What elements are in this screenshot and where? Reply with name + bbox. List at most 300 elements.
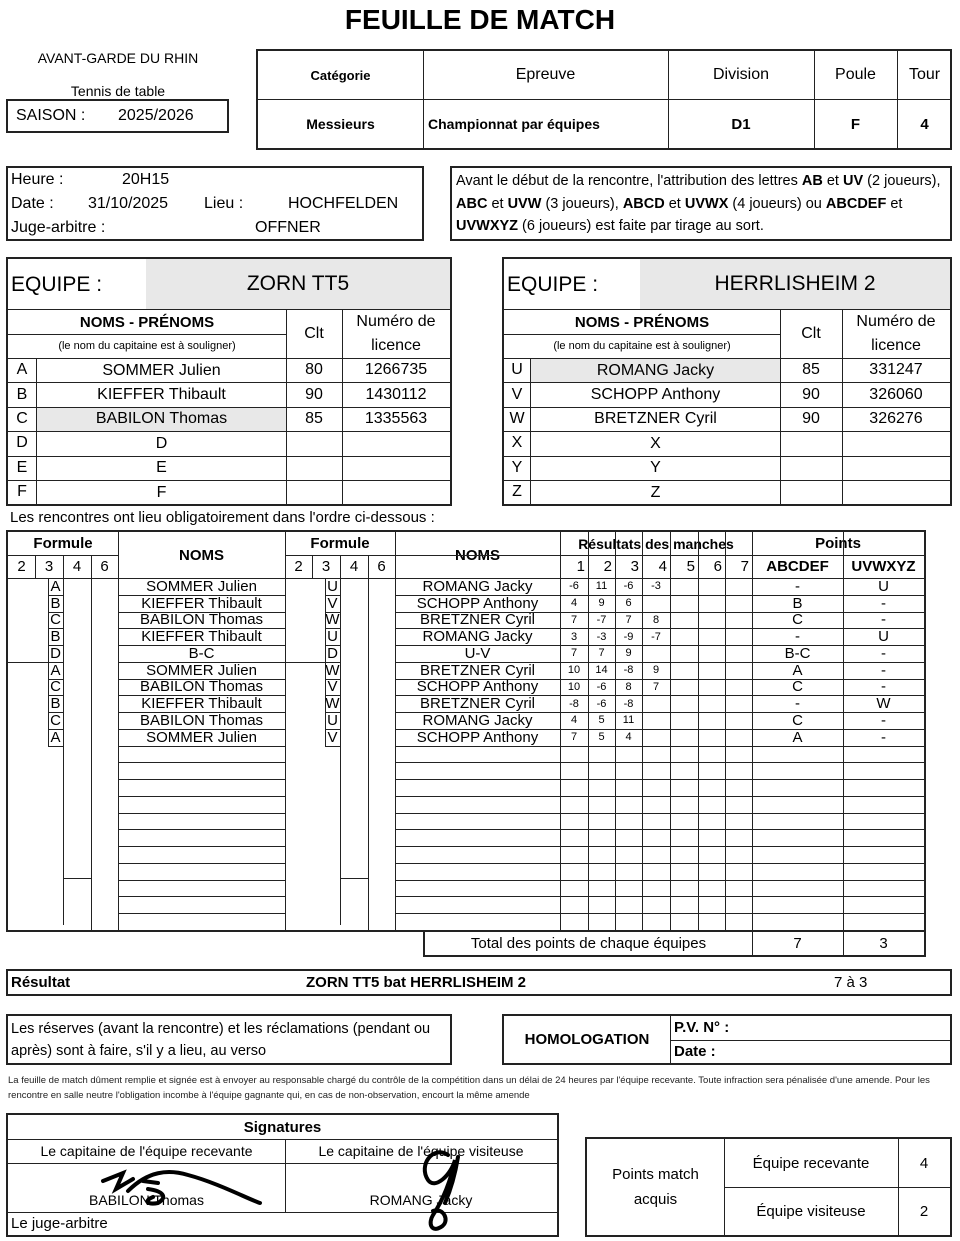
set-score: 10 <box>567 664 581 677</box>
set-score: 5 <box>598 731 605 744</box>
set-score: 14 <box>595 664 608 677</box>
divider <box>285 532 286 930</box>
match-point-home: B <box>792 594 803 612</box>
total-label: Total des points de chaque équipes <box>470 935 707 952</box>
divider <box>118 746 285 747</box>
set-score: -3 <box>651 580 661 593</box>
result-label: Résultat <box>11 974 71 991</box>
value-tour: 4 <box>920 115 929 133</box>
player-clt <box>780 431 842 455</box>
match-home-player: BABILON Thomas <box>139 678 264 696</box>
saison-label: SAISON : <box>16 107 86 124</box>
divider <box>63 578 64 925</box>
team_home-table <box>6 257 452 506</box>
match-point-away: W <box>876 695 891 713</box>
divider <box>48 746 63 747</box>
date-label: Date : <box>11 195 54 212</box>
divider <box>63 878 91 879</box>
team_home-col-names: NOMS - PRÉNOMS <box>79 313 215 331</box>
value-poule: F <box>850 115 861 133</box>
player-licence: 1266735 <box>364 361 428 379</box>
total-row <box>423 930 926 957</box>
manche-col-7: 7 <box>740 558 749 575</box>
match-point-home: A <box>792 661 803 679</box>
player-name: D <box>155 434 168 452</box>
player-clt <box>780 480 842 504</box>
noms-home-header: NOMS <box>179 546 224 564</box>
match-home-player: SOMMER Julien <box>146 577 257 595</box>
sign-away-label: Le capitaine de l'équipe visiteuse <box>318 1143 524 1159</box>
notice-text: et <box>664 195 685 212</box>
player-letter: Z <box>512 483 522 501</box>
notice-uvwxyz: UVWXYZ <box>456 218 519 234</box>
divider <box>340 555 341 578</box>
set-score <box>698 712 725 729</box>
player-name: Z <box>650 483 661 501</box>
player-licence: 326060 <box>869 385 923 403</box>
team_home-col-clt: Clt <box>304 325 324 342</box>
set-score <box>698 662 725 679</box>
divider <box>368 555 369 578</box>
date-value: 31/10/2025 <box>88 195 169 212</box>
total-away: 3 <box>879 935 888 952</box>
divider <box>118 913 285 914</box>
divider <box>395 813 924 814</box>
set-score: -9 <box>623 630 634 643</box>
match-info <box>6 166 424 241</box>
player-clt <box>286 456 342 480</box>
player-letter: D <box>16 434 28 452</box>
set-score <box>642 595 670 612</box>
header-division: Division <box>712 66 769 83</box>
match-away-letter: W <box>325 661 340 679</box>
manche-col-5: 5 <box>686 558 695 575</box>
team_home-col-lic2: licence <box>371 337 421 354</box>
matches-table <box>6 530 926 957</box>
divider <box>395 779 924 780</box>
set-score <box>670 679 698 696</box>
team_away-col-sub: (le nom du capitaine est à souligner) <box>553 340 731 352</box>
match-home-player: B-C <box>188 644 215 662</box>
divider <box>91 555 92 578</box>
points-away-value: 2 <box>919 1202 929 1220</box>
notice-uvwx: UVWX <box>684 195 729 212</box>
set-score <box>698 578 725 595</box>
set-score <box>670 578 698 595</box>
value-categorie: Messieurs <box>306 116 375 132</box>
set-score: 11 <box>595 580 608 593</box>
divider <box>395 913 924 914</box>
set-score: 4 <box>625 731 632 744</box>
match-away-player: BRETZNER Cyril <box>420 661 535 679</box>
set-score <box>670 645 698 662</box>
set-score: -3 <box>596 630 607 643</box>
match-away-letter: V <box>327 678 338 696</box>
divider <box>118 896 285 897</box>
match-away-letter: V <box>327 728 338 746</box>
player-clt: 85 <box>802 361 820 379</box>
set-score <box>725 612 752 629</box>
set-score: -8 <box>623 664 634 677</box>
player-licence <box>342 431 450 455</box>
team_home-name: ZORN TT5 <box>146 259 450 309</box>
formule-col-2: 2 <box>294 558 303 575</box>
set-score: 5 <box>598 714 605 727</box>
set-score <box>670 729 698 746</box>
match-point-away: - <box>881 611 886 629</box>
reserves-note: Les réserves (avant la rencontre) et les réclamations (pendant ou après) sont à faire, s'il y a lieu, au verso <box>6 1014 452 1065</box>
set-score: -6 <box>569 580 579 593</box>
notice-text: (6 joueurs) est faite par tirage au sort. <box>518 218 764 234</box>
points-home-value: 4 <box>919 1154 929 1172</box>
set-score: 6 <box>625 597 632 610</box>
saison-box <box>6 99 229 133</box>
set-score: 7 <box>625 613 632 626</box>
match-home-letter: A <box>50 577 61 595</box>
result-text: ZORN TT5 bat HERRLISHEIM 2 <box>306 974 527 991</box>
player-clt: 90 <box>802 409 820 427</box>
player-letter: Y <box>511 458 523 476</box>
player-licence <box>342 456 450 480</box>
match-point-away: - <box>881 594 886 612</box>
match-point-away: - <box>881 728 886 746</box>
divider <box>285 662 325 663</box>
formule-col-4: 4 <box>72 558 82 575</box>
match-home-player: SOMMER Julien <box>146 728 257 746</box>
set-score: -6 <box>596 697 607 710</box>
formule-away-header: Formule <box>310 535 370 552</box>
match-home-letter: A <box>50 728 61 746</box>
divider <box>118 762 285 763</box>
divider <box>8 662 48 663</box>
sport-name: Tennis de table <box>70 83 166 99</box>
player-letter: W <box>509 409 525 427</box>
set-score: 7 <box>570 731 578 744</box>
match-home-letter: A <box>50 661 61 679</box>
set-score <box>725 595 752 612</box>
team_away-col-names: NOMS - PRÉNOMS <box>574 313 710 331</box>
match-away-player: SCHOPP Anthony <box>416 594 539 612</box>
match-away-letter: V <box>327 594 338 612</box>
match-away-player: SCHOPP Anthony <box>416 678 539 696</box>
player-clt <box>286 480 342 504</box>
set-score: 7 <box>598 647 605 660</box>
draw-notice <box>450 166 952 241</box>
divider <box>395 863 924 864</box>
set-score <box>698 612 725 629</box>
homologation-label: HOMOLOGATION <box>524 1031 650 1048</box>
player-letter: B <box>16 385 28 403</box>
manche-col-4: 4 <box>658 558 667 575</box>
header-tour: Tour <box>908 66 941 83</box>
set-score: -8 <box>569 697 579 710</box>
match-home-letter: B <box>50 594 61 612</box>
match-away-letter: W <box>325 695 340 713</box>
set-score <box>725 679 752 696</box>
set-score: 7 <box>570 647 578 660</box>
player-clt: 85 <box>305 409 323 427</box>
match-away-player: SCHOPP Anthony <box>416 728 539 746</box>
divider <box>118 796 285 797</box>
player-name: SOMMER Julien <box>102 361 221 379</box>
set-score: -7 <box>651 630 661 643</box>
juge-value: OFFNER <box>255 219 321 236</box>
notice-abcdef: ABCDEF <box>825 195 887 212</box>
match-away-letter: U <box>327 628 338 646</box>
sign-home-name: BABILON Thomas <box>89 1192 204 1208</box>
set-score <box>642 645 670 662</box>
player-name: E <box>156 459 167 477</box>
set-score <box>725 578 752 595</box>
team_away-name: HERRLISHEIM 2 <box>640 259 950 309</box>
set-score <box>642 729 670 746</box>
divider <box>118 846 285 847</box>
match-home-letter: C <box>50 711 61 729</box>
formule-home-header: Formule <box>33 535 93 552</box>
manche-col-6: 6 <box>713 558 722 575</box>
divider <box>395 796 924 797</box>
set-score <box>670 595 698 612</box>
set-score: -8 <box>623 697 634 710</box>
set-score: -6 <box>623 580 634 593</box>
divider <box>312 555 313 578</box>
pv-label: P.V. N° : <box>674 1019 730 1036</box>
set-score <box>670 612 698 629</box>
formule-col-2: 2 <box>17 558 26 575</box>
points-match-label-1: Points match <box>612 1166 699 1183</box>
manche-col-2: 2 <box>603 558 612 575</box>
set-score: 7 <box>570 613 578 626</box>
player-letter: E <box>16 458 28 476</box>
set-score: 8 <box>652 613 660 626</box>
match-point-away: U <box>878 577 889 595</box>
set-score: 9 <box>598 597 605 610</box>
divider <box>118 880 285 881</box>
set-score <box>725 645 752 662</box>
points-home-col: ABCDEF <box>766 558 829 575</box>
formule-col-4: 4 <box>349 558 359 575</box>
points-match-label <box>587 1139 724 1235</box>
order-note: Les rencontres ont lieu obligatoirement dans l'ordre ci-dessous : <box>10 509 435 526</box>
set-score <box>698 695 725 712</box>
homologation-date-label: Date : <box>674 1043 716 1060</box>
player-licence <box>842 431 950 455</box>
team_home-col-lic1: Numéro de <box>356 313 436 330</box>
player-name: SCHOPP Anthony <box>590 386 721 404</box>
notice-text: (2 joueurs), <box>863 173 941 189</box>
points-match-box <box>585 1137 952 1237</box>
notice-text: et <box>886 195 903 212</box>
divider <box>91 578 92 930</box>
total-home: 7 <box>793 935 802 952</box>
divider <box>395 846 924 847</box>
match-away-letter: W <box>325 611 340 629</box>
match-home-letter: C <box>50 611 61 629</box>
match-away-player: ROMANG Jacky <box>422 711 533 729</box>
header-categorie: Catégorie <box>310 67 371 83</box>
player-licence: 326276 <box>869 409 923 427</box>
team_home-label: EQUIPE : <box>11 273 103 296</box>
match-home-letter: C <box>50 678 61 696</box>
match-home-player: KIEFFER Thibault <box>141 695 262 713</box>
points-header: Points <box>815 535 861 552</box>
match-away-letter: D <box>327 644 338 662</box>
set-score <box>642 712 670 729</box>
set-score: 4 <box>570 714 578 727</box>
notice-uv: UV <box>843 173 864 189</box>
set-score: -7 <box>596 613 607 626</box>
divider <box>395 746 924 747</box>
formule-col-6: 6 <box>377 558 386 575</box>
set-score <box>725 695 752 712</box>
match-home-letter: B <box>50 628 61 646</box>
points-home-label: Équipe recevante <box>752 1154 870 1172</box>
player-name: BABILON Thomas <box>37 408 286 431</box>
match-away-letter: U <box>327 711 338 729</box>
set-score: 4 <box>570 597 578 610</box>
team_away-col-lic2: licence <box>871 337 921 354</box>
set-score <box>725 729 752 746</box>
set-score: 8 <box>625 680 632 693</box>
notice-text: et <box>822 173 843 189</box>
juge-signature-label: Le juge-arbitre <box>11 1215 108 1232</box>
set-score <box>670 712 698 729</box>
set-score <box>642 695 670 712</box>
notice-text: (3 joueurs), <box>541 195 623 212</box>
set-score <box>725 712 752 729</box>
formule-col-3: 3 <box>44 558 54 575</box>
player-letter: C <box>16 409 28 427</box>
divider <box>118 813 285 814</box>
team_away-col-clt: Clt <box>801 325 821 342</box>
match-home-letter: D <box>50 644 61 662</box>
fine-print: La feuille de match dûment remplie et signée est à envoyer au responsable chargé du contrôle de la compétition dans un délai de 24 heures par l'équipe recevante. Toute infraction sera pénalisée d'une amende. Pour les rencontre en salle neutre l'obligation incombe à l'équipe gagnante qui, en cas de non-observation, encourt la même amende <box>8 1075 930 1101</box>
match-home-letter: B <box>50 695 61 713</box>
notice-abc: ABC <box>456 195 488 212</box>
divider <box>118 863 285 864</box>
player-letter: X <box>511 434 523 452</box>
sign-home-label: Le capitaine de l'équipe recevante <box>40 1143 253 1159</box>
saison-value: 2025/2026 <box>118 107 194 124</box>
team_away-col-lic1: Numéro de <box>856 313 936 330</box>
divider <box>340 878 368 879</box>
value-division: D1 <box>731 115 751 133</box>
player-clt: 90 <box>802 385 820 403</box>
player-name: KIEFFER Thibault <box>97 386 226 404</box>
set-score: 3 <box>570 630 578 643</box>
match-point-home: - <box>795 695 800 713</box>
competition-table <box>256 49 952 150</box>
match-point-away: - <box>881 661 886 679</box>
match-away-letter: U <box>327 577 338 595</box>
notice-ab: AB <box>801 173 823 189</box>
match-away-player: ROMANG Jacky <box>422 628 533 646</box>
divider <box>35 555 36 578</box>
team_home-col-sub: (le nom du capitaine est à souligner) <box>58 340 236 352</box>
match-point-home: C <box>792 678 803 696</box>
player-letter: A <box>16 361 28 379</box>
divider <box>395 829 924 830</box>
player-licence: 1430112 <box>365 385 427 403</box>
match-away-player: BRETZNER Cyril <box>420 695 535 713</box>
divider <box>395 896 924 897</box>
divider <box>118 779 285 780</box>
notice-uvw: UVW <box>507 195 542 212</box>
player-name: ROMANG Jacky <box>531 359 780 382</box>
noms-away-header: NOMS <box>455 546 500 564</box>
team_away-table <box>502 257 952 506</box>
player-clt: 80 <box>305 361 323 379</box>
set-score <box>670 628 698 645</box>
match-point-home: C <box>792 611 803 629</box>
match-away-player: BRETZNER Cyril <box>420 611 535 629</box>
set-score: 11 <box>622 714 635 727</box>
divider <box>395 880 924 881</box>
sign-away-name: ROMANG Jacky <box>369 1192 473 1208</box>
manche-col-1: 1 <box>576 558 585 575</box>
homologation-box <box>502 1014 952 1065</box>
match-away-player: ROMANG Jacky <box>422 577 533 595</box>
set-score <box>698 729 725 746</box>
player-name: F <box>156 483 167 501</box>
set-score <box>698 679 725 696</box>
player-clt <box>286 431 342 455</box>
match-home-player: BABILON Thomas <box>139 611 264 629</box>
juge-label: Juge-arbitre : <box>11 219 106 236</box>
player-name: Y <box>650 459 661 477</box>
match-point-away: - <box>881 711 886 729</box>
formule-col-6: 6 <box>100 558 109 575</box>
set-score: 10 <box>567 680 581 693</box>
team-away-block <box>502 257 952 506</box>
notice-text: (4 joueurs) ou <box>728 195 826 212</box>
page-title: FEUILLE DE MATCH <box>344 4 616 35</box>
team-home-block <box>6 257 452 506</box>
player-clt: 90 <box>305 385 323 403</box>
player-licence: 1335563 <box>364 409 428 427</box>
signatures-box <box>6 1113 559 1237</box>
manche-col-3: 3 <box>630 558 639 575</box>
signatures-title: Signatures <box>243 1118 322 1136</box>
player-licence: 331247 <box>869 361 923 379</box>
set-score <box>698 595 725 612</box>
player-name: X <box>650 434 661 452</box>
result-score: 7 à 3 <box>834 974 868 991</box>
set-score <box>725 662 752 679</box>
set-score: 7 <box>652 680 660 693</box>
team_away-label: EQUIPE : <box>507 273 599 296</box>
points-away-col: UVWXYZ <box>851 558 916 575</box>
matches-grid <box>6 530 926 932</box>
divider <box>63 555 64 578</box>
set-score <box>670 695 698 712</box>
set-score: 9 <box>652 664 660 677</box>
notice-text: Avant le début de la rencontre, l'attribution des lettres <box>456 173 802 189</box>
points-away-label: Équipe visiteuse <box>756 1202 866 1220</box>
divider <box>395 762 924 763</box>
resultats-header: Résultats des manches <box>578 535 734 552</box>
heure-label: Heure : <box>11 171 64 188</box>
heure-value: 20H15 <box>122 171 170 188</box>
divider <box>118 829 285 830</box>
divider <box>340 578 341 925</box>
formule-col-3: 3 <box>321 558 331 575</box>
match-point-home: - <box>795 628 800 646</box>
match-point-home: A <box>792 728 803 746</box>
lieu-label: Lieu : <box>204 195 244 212</box>
result-box <box>6 969 952 996</box>
match-point-away: - <box>881 644 886 662</box>
